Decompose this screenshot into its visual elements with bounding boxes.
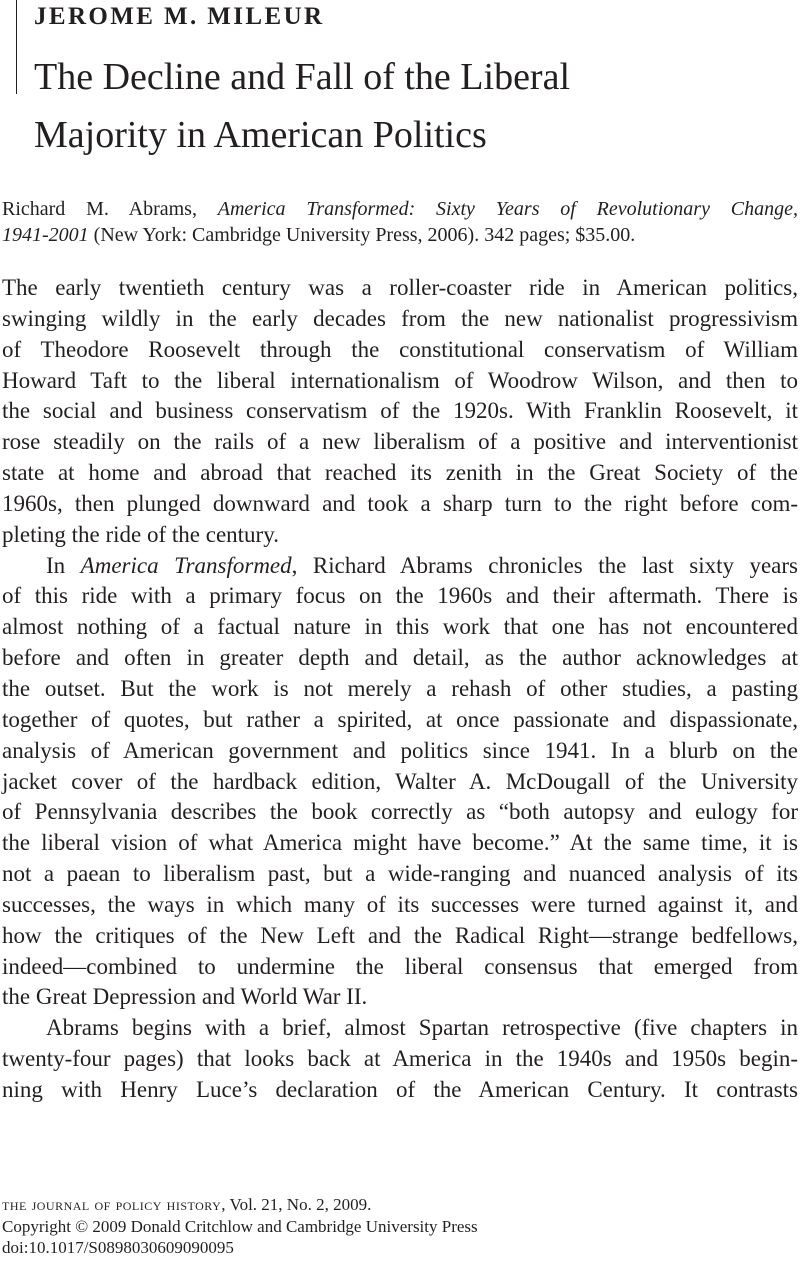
body-line: analysis of American government and politics since 1941. In a blurb on the [2,737,798,763]
body-line: The early twentieth century was a roller-coaster ride in American politics, [2,275,798,300]
journal-volume: , Vol. 21, No. 2, 2009. [221,1195,372,1214]
margin-rule [16,0,17,94]
citation-author: Richard M. Abrams, [2,198,218,220]
body-line: 1960s, then plunged downward and took a sharp turn to the right before com- [2,490,798,516]
citation-book-years: 1941-2001 [2,224,89,246]
body-line: how the critiques of the New Left and the Radical Right—strange bedfellows, [2,922,798,948]
journal-info [2,1194,798,1216]
page-footer [2,1194,798,1259]
body-line: indeed—combined to undermine the liberal consensus that emerged from [2,953,798,979]
body-line: rose steadily on the rails of a new liberalism of a positive and interventionist [2,429,798,455]
body-line: twenty-four pages) that looks back at America in the 1940s and 1950s begin- [2,1046,798,1072]
body-line: In America Transformed, Richard Abrams chronicles the last sixty years [46,552,799,578]
journal-name: the journal of policy history [2,1195,222,1214]
body-line: almost nothing of a factual nature in this work that one has not encountered [2,614,798,640]
body-line: of Pennsylvania describes the book correctly as “both autopsy and eulogy for [2,799,798,825]
body-line: of this ride with a primary focus on the 1960s and their aftermath. There is [2,583,798,609]
doi-line: doi:10.1017/S0898030609090095 [2,1238,234,1257]
body-line: the social and business conservatism of the 1920s. With Franklin Roosevelt, it [2,398,798,424]
body-line: Abrams begins with a brief, almost Spartan retrospective (five chapters in [46,1015,798,1041]
author-name: JEROME M. MILEUR [34,3,325,30]
citation-line [2,222,798,248]
citation-line [2,196,798,222]
book-title-italic: America Transformed [80,552,292,578]
body-line: swinging wildly in the early decades from the new nationalist progressivism [2,305,798,331]
body-line: ning with Henry Luce’s declaration of the American Century. It contrasts [2,1076,798,1102]
book-citation [2,196,798,248]
article-title [34,48,774,164]
body-line: Howard Taft to the liberal internationalism of Woodrow Wilson, and then to [2,367,798,393]
body-line: the Great Depression and World War II. [2,984,368,1010]
article-body [2,273,798,1106]
body-line: before and often in greater depth and detail, as the author acknowledges at [2,645,798,671]
body-line: of Theodore Roosevelt through the constitutional conservatism of William [2,336,798,362]
body-line: not a paean to liberalism past, but a wide-ranging and nuanced analysis of its [2,861,798,887]
citation-book-title: America Transformed: Sixty Years of Revolutionary Change, [217,198,798,220]
body-line: state at home and abroad that reached its zenith in the Great Society of the [2,460,798,486]
body-line: the liberal vision of what America might have become.” At the same time, it is [2,830,798,856]
body-line: successes, the ways in which many of its successes were turned against it, and [2,891,798,917]
body-line: pleting the ride of the century. [2,521,279,547]
body-line: the outset. But the work is not merely a rehash of other studies, a pasting [2,675,798,701]
body-line: jacket cover of the hardback edition, Walter A. McDougall of the University [2,768,798,794]
title-line: Majority in American Politics [34,114,487,156]
body-line: together of quotes, but rather a spirited, at once passionate and dispassionate, [2,706,798,732]
copyright-line: Copyright © 2009 Donald Critchlow and Cambridge University Press [2,1216,478,1236]
title-line: The Decline and Fall of the Liberal [34,56,571,98]
citation-publication: (New York: Cambridge University Press, 2006). 342 pages; $35.00. [88,224,636,246]
